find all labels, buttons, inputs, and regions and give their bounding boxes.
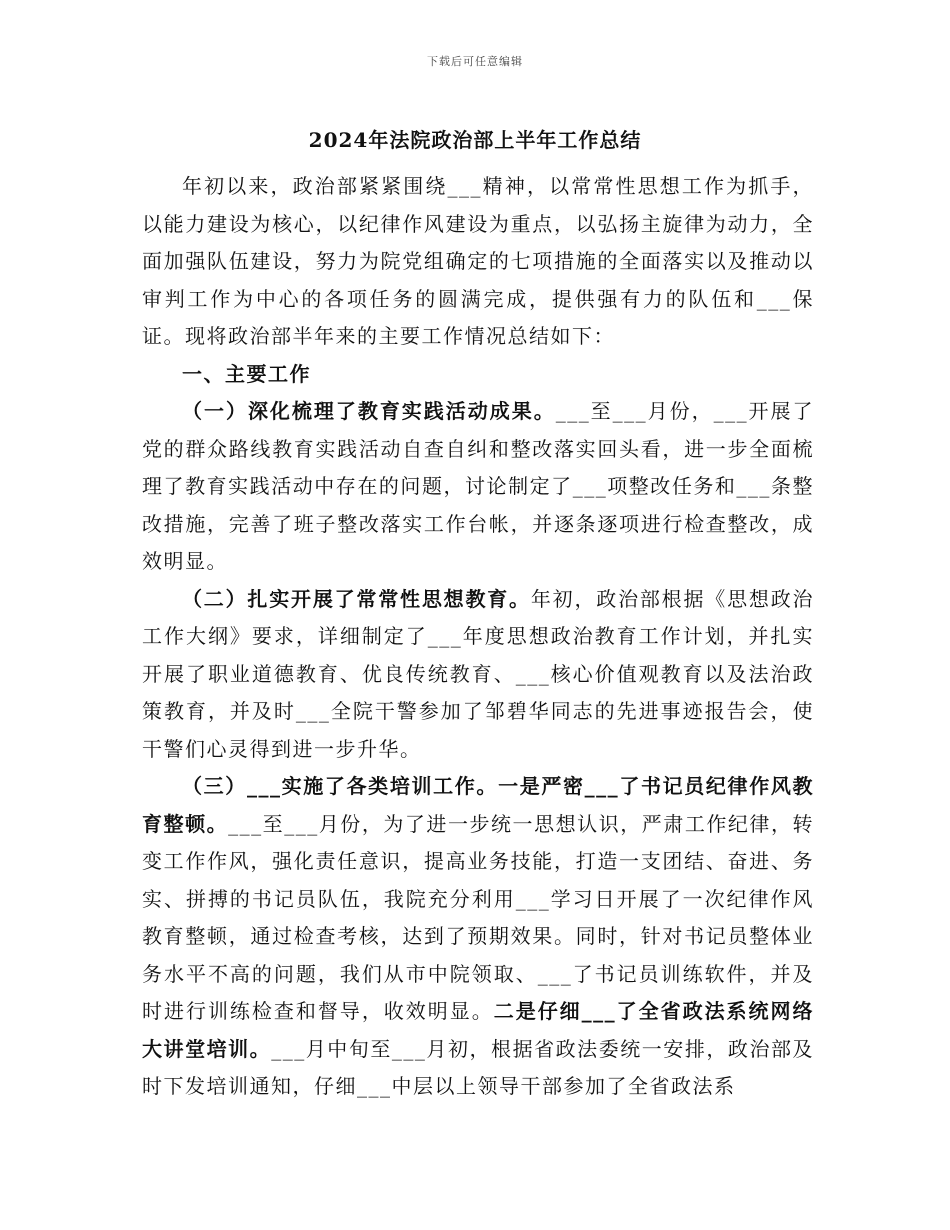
item-3-paragraph (142, 768, 814, 1106)
item-1-text: ___至___月份，___开展了党的群众路线教育实践活动自查自纠和整改落实回头看，进一步全面梳理了教育实践活动中存在的问题，讨论制定了___项整改任务和___条整改措施，完善了班子整改落实工作台帐，并逐条逐项进行检查整改，成效明显。 (142, 399, 815, 573)
item-2-paragraph (142, 581, 814, 769)
section-heading: 一、主要工作 (182, 361, 311, 386)
document-title: 2024年法院政治部上半年工作总结 (308, 128, 642, 152)
item-1-heading: （一）深化梳理了教育实践活动成果。 (182, 399, 556, 423)
item-3-text-2: ___月中旬至___月初，根据省政法委统一安排，政治部及时下发培训通知，仔细___中层以上领导干部参加了全省政法系 (142, 1036, 815, 1098)
item-1-paragraph (142, 393, 814, 581)
item-3-subheading: 二是仔细___了全省政法系统网络大讲堂培训。 (142, 999, 815, 1061)
header-note: 下载后可任意编辑 (427, 55, 523, 68)
intro-paragraph: 年初以来，政治部紧紧围绕___精神，以常常性思想工作为抓手，以能力建设为核心，以纪律作风建设为重点，以弘扬主旋律为动力，全面加强队伍建设，努力为院党组确定的七项措施的全面落实以及推动以审判工作为中心的各项任务的圆满完成，提供强有力的队伍和___保证。现将政治部半年来的主要工作情况总结如下： (142, 174, 814, 348)
item-3-text-1: ___至___月份，为了进一步统一思想认识，严肃工作纪律，转变工作作风，强化责任意识，提高业务技能，打造一支团结、奋进、务实、拼搏的书记员队伍，我院充分利用___学习日开展了一次纪律作风教育整顿，通过检查考核，达到了预期效果。同时，针对书记员整体业务水平不高的问题，我们从市中院领取、___了书记员训练软件，并及时进行训练检查和督导，收效明显。 (142, 811, 815, 1023)
item-2-heading: （二）扎实开展了常常性思想教育。 (182, 586, 531, 611)
document-body (142, 168, 814, 1106)
item-2-text: 年初，政治部根据《思想政治工作大纲》要求，详细制定了___年度思想政治教育工作计划，并扎实开展了职业道德教育、优良传统教育、___核心价值观教育以及法治政策教育，并及时___全院干警参加了邹碧华同志的先进事迹报告会，使干警们心灵得到进一步升华。 (142, 586, 815, 761)
item-3-heading: （三）___实施了各类培训工作。一是严密___了书记员纪律作风教育整顿。 (142, 774, 814, 836)
